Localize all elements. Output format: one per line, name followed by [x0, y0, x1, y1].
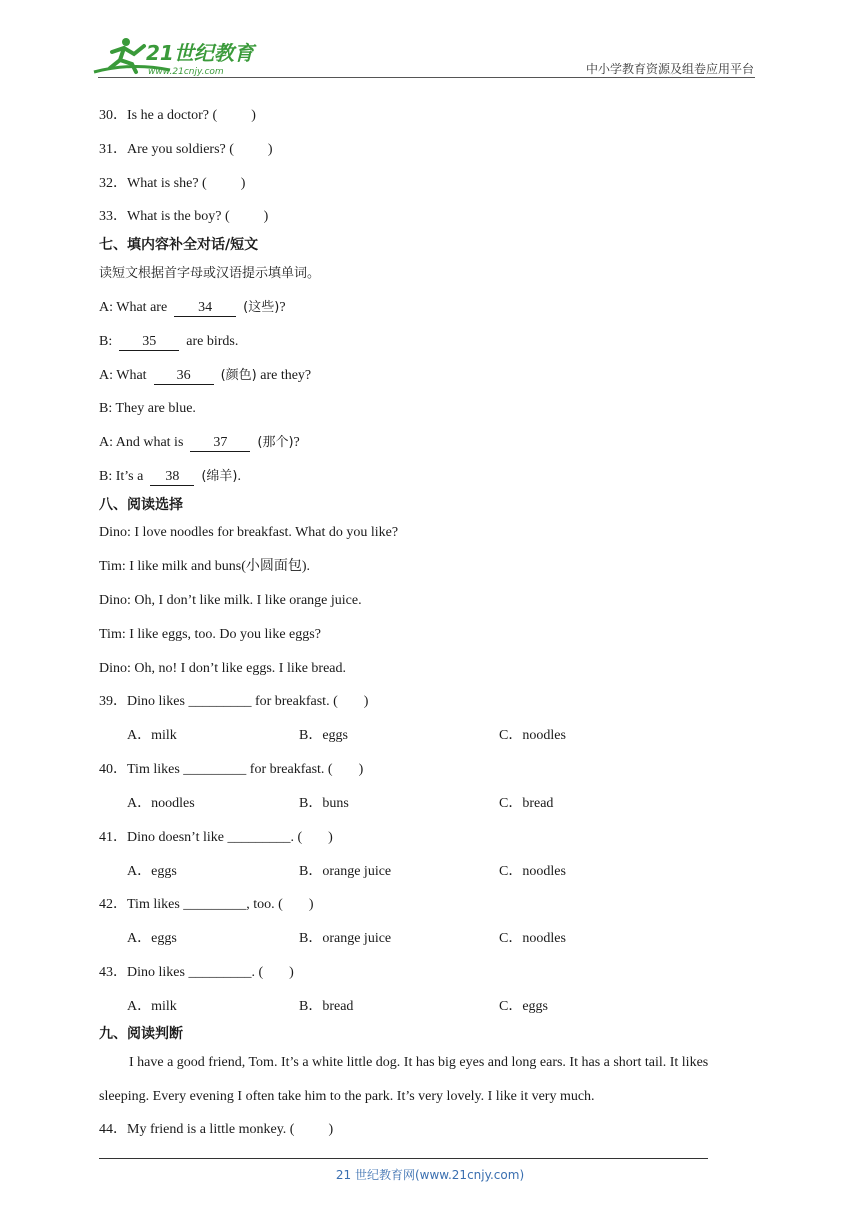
running-man-logo-icon — [92, 34, 262, 78]
section-7-title: 七、填内容补全对话/短文 — [99, 237, 259, 253]
paren-close: ) — [240, 176, 246, 191]
question-42 — [99, 896, 314, 914]
logo-url: www.21cnjy.com — [148, 67, 224, 77]
paren-close: ) — [267, 142, 273, 157]
dialogue-line-38 — [99, 468, 241, 486]
dialogue-line: Tim: I like eggs, too. Do you like eggs? — [99, 627, 321, 642]
dialogue-text: B: — [99, 334, 113, 349]
option-a[interactable]: A．eggs — [127, 864, 177, 879]
dialogue-line-37 — [99, 434, 300, 452]
question-40 — [99, 761, 363, 779]
passage-line-1: I have a good friend, Tom. It’s a white little dog. It has big eyes and long ears. It has a short tail. It likes — [129, 1055, 709, 1070]
dialogue-line-34 — [99, 299, 286, 317]
question-stem: 44．My friend is a little monkey. ( — [99, 1122, 295, 1137]
dialogue-text: A: What — [99, 368, 147, 383]
option-b[interactable]: B．bread — [299, 999, 354, 1014]
option-c[interactable]: C．noodles — [499, 728, 566, 743]
option-b[interactable]: B．orange juice — [299, 864, 392, 879]
chinese-hint: (颜色) — [220, 368, 257, 383]
dialogue-text: A: What are — [99, 300, 168, 315]
platform-name: 中小学教育资源及组卷应用平台 — [585, 62, 754, 76]
dialogue-line-blue — [99, 400, 196, 418]
option-c[interactable]: C．noodles — [499, 931, 566, 946]
question-43 — [99, 964, 294, 982]
question-33 — [99, 208, 268, 226]
dialogue-text: are they? — [260, 368, 312, 383]
chinese-hint: (这些) — [243, 300, 280, 315]
blank-38[interactable]: 38 — [150, 469, 194, 486]
chinese-hint: (绵羊) — [201, 469, 238, 484]
question-31-stem: 31．Are you soldiers? ( — [99, 142, 234, 157]
dialogue-line-35 — [99, 333, 238, 351]
page-header — [0, 0, 860, 82]
blank-36[interactable]: 36 — [154, 368, 214, 385]
blank-34[interactable]: 34 — [174, 300, 236, 317]
section-8-title: 八、阅读选择 — [99, 497, 183, 513]
chinese-hint: (那个) — [257, 435, 294, 450]
dialogue-line: Dino: I love noodles for breakfast. What do you like? — [99, 525, 399, 540]
paren-close: ) — [328, 830, 333, 845]
paren-close: ) — [328, 1122, 334, 1137]
option-a[interactable]: A．milk — [127, 999, 177, 1014]
option-b[interactable]: B．orange juice — [299, 931, 392, 946]
question-31 — [99, 141, 273, 159]
question-30 — [99, 107, 256, 125]
logo-text: 21世纪教育 — [146, 41, 254, 65]
question-stem: 43．Dino likes _________. ( — [99, 965, 264, 980]
option-b[interactable]: B．buns — [299, 796, 349, 811]
question-33-stem: 33．What is the boy? ( — [99, 209, 230, 224]
section-7-instruction: 读短文根据首字母或汉语提示填单词。 — [99, 266, 321, 281]
dialogue-text: B: They are blue. — [99, 401, 196, 416]
option-c[interactable]: C．bread — [499, 796, 554, 811]
question-41 — [99, 829, 333, 847]
dialogue-line-36 — [99, 367, 311, 385]
option-a[interactable]: A．milk — [127, 728, 177, 743]
dialogue-line: Dino: Oh, no! I don’t like eggs. I like bread. — [99, 661, 347, 676]
footer-link[interactable]: 21 世纪教育网(www.21cnjy.com) — [335, 1168, 525, 1182]
question-30-stem: 30．Is he a doctor? ( — [99, 108, 218, 123]
question-32 — [99, 175, 245, 193]
dialogue-text: . — [237, 469, 241, 484]
dialogue-text: are birds. — [186, 334, 239, 349]
question-stem: 40．Tim likes _________ for breakfast. ( — [99, 762, 333, 777]
blank-35[interactable]: 35 — [119, 334, 179, 351]
dialogue-text: A: And what is — [99, 435, 184, 450]
dialogue-text: ? — [293, 435, 300, 450]
footer-divider — [99, 1158, 708, 1159]
site-logo[interactable] — [92, 34, 262, 78]
question-39 — [99, 693, 368, 711]
section-9-title: 九、阅读判断 — [99, 1026, 183, 1042]
option-b[interactable]: B．eggs — [299, 728, 348, 743]
paren-close: ) — [251, 108, 256, 123]
question-32-stem: 32．What is she? ( — [99, 176, 207, 191]
option-a[interactable]: A．eggs — [127, 931, 177, 946]
dialogue-text: B: It’s a — [99, 469, 144, 484]
paren-close: ) — [358, 762, 364, 777]
dialogue-text: ? — [279, 300, 286, 315]
question-stem: 39．Dino likes _________ for breakfast. ( — [99, 694, 338, 709]
question-44 — [99, 1121, 333, 1139]
question-stem: 42．Tim likes _________, too. ( — [99, 897, 283, 912]
paren-close: ) — [363, 694, 369, 709]
option-a[interactable]: A．noodles — [127, 796, 195, 811]
blank-37[interactable]: 37 — [190, 435, 250, 452]
paren-close: ) — [289, 965, 294, 980]
paren-close: ) — [263, 209, 269, 224]
question-stem: 41．Dino doesn’t like _________. ( — [99, 830, 303, 845]
dialogue-line: Dino: Oh, I don’t like milk. I like orange juice. — [99, 593, 362, 608]
passage-line-2: sleeping. Every evening I often take him to the park. It’s very lovely. I like it very much. — [99, 1089, 595, 1104]
dialogue-line: Tim: I like milk and buns(小圆面包). — [99, 559, 311, 574]
header-divider — [98, 77, 755, 78]
option-c[interactable]: C．noodles — [499, 864, 566, 879]
paren-close: ) — [308, 897, 314, 912]
option-c[interactable]: C．eggs — [499, 999, 548, 1014]
